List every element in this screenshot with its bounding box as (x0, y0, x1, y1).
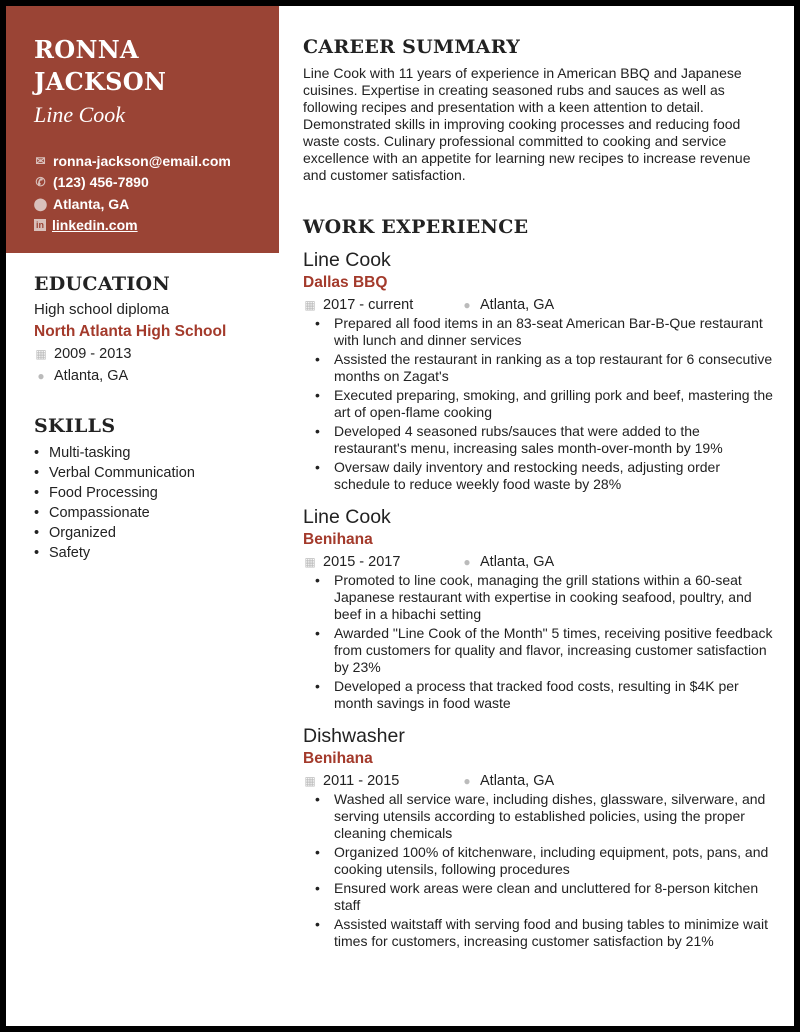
education-section (6, 273, 279, 387)
education-dates (34, 343, 279, 365)
location-text: Atlanta, GA (54, 368, 129, 384)
job-entry (303, 724, 773, 950)
contact-phone (34, 172, 279, 194)
name-first: RONNA (34, 35, 139, 64)
contact-linkedin[interactable] (34, 215, 279, 237)
calendar-icon: ▦ (304, 554, 316, 569)
company-name: Benihana (303, 531, 373, 548)
job-bullets (315, 315, 773, 493)
header-panel (6, 6, 279, 253)
summary-heading: CAREER SUMMARY (303, 36, 521, 58)
skills-heading: SKILLS (34, 415, 116, 437)
company-name: Dallas BBQ (303, 274, 388, 291)
calendar-icon: ▦ (304, 297, 316, 312)
school-name: North Atlanta High School (34, 323, 227, 340)
phone-text: (123) 456-7890 (53, 174, 149, 191)
contact-list (34, 150, 279, 236)
bullet-item: • Developed a process that tracked food costs, resulting in $4K per month savings in food waste (315, 678, 773, 712)
location-pin-icon: ● (463, 773, 471, 788)
summary-text: Line Cook with 11 years of experience in American BBQ and Japanese cuisines. Expertise in creating seasoned rubs and sauces as well as following recipes and presentation with a keen attention to detail. Demonstrated skills in improving cooking processes and reducing food waste costs. Culinary professional committed to cooking and service excellence with an appetite for learning new recipes to increase revenue and customer satisfaction. (303, 65, 751, 183)
sidebar (6, 6, 279, 563)
company-name: Benihana (303, 750, 373, 767)
job-meta (303, 294, 773, 315)
contact-location (34, 193, 279, 215)
location-pin-icon: ⬤ (33, 196, 48, 211)
job-meta (303, 551, 773, 572)
bullet-item: • Prepared all food items in an 83-seat American Bar-B-Que restaurant with lunch and dinner services (315, 315, 773, 349)
location-pin-icon: ● (463, 554, 471, 569)
job-bullets (315, 791, 773, 950)
job-position: Line Cook (303, 249, 391, 271)
experience-heading: WORK EXPERIENCE (303, 216, 529, 238)
job-dates: 2017 - current (323, 296, 414, 313)
skill-item: • Organized (34, 523, 279, 543)
envelope-icon: ✉ (35, 153, 46, 168)
bullet-item: • Awarded "Line Cook of the Month" 5 times, receiving positive feedback from customers for quality and flavor, increasing customer satisfaction by 23% (315, 625, 773, 676)
bullet-item: • Executed preparing, smoking, and grilling pork and beef, mastering the art of open-flame cooking (315, 387, 773, 421)
linkedin-icon: in (36, 220, 44, 231)
resume-page (6, 6, 794, 1026)
job-bullets (315, 572, 773, 712)
main-content (303, 36, 773, 962)
bullet-item: • Washed all service ware, including dishes, glassware, silverware, and serving utensils according to established policies, using the proper cleaning chemicals (315, 791, 773, 842)
dates-text: 2009 - 2013 (54, 346, 132, 362)
job-list (303, 248, 773, 950)
contact-email[interactable] (34, 150, 279, 172)
job-position: Dishwasher (303, 725, 405, 747)
name-last: JACKSON (34, 67, 167, 96)
job-title: Line Cook (34, 102, 126, 127)
email-text[interactable]: ronna-jackson@email.com (53, 152, 231, 169)
location-pin-icon: ● (463, 297, 471, 312)
phone-icon: ✆ (35, 175, 46, 190)
skill-item: • Safety (34, 543, 279, 563)
education-location (34, 365, 279, 387)
calendar-icon: ▦ (304, 773, 316, 788)
skills-list (34, 443, 279, 563)
job-location: Atlanta, GA (480, 296, 555, 313)
job-entry (303, 248, 773, 493)
location-text: Atlanta, GA (53, 195, 130, 212)
skills-section (6, 415, 279, 563)
bullet-item: • Assisted the restaurant in ranking as a top restaurant for 6 consecutive months on Zagat's (315, 351, 773, 385)
job-meta (303, 770, 773, 791)
bullet-item: • Assisted waitstaff with serving food and busing tables to minimize wait times for customers, increasing customer satisfaction by 21% (315, 916, 773, 950)
education-heading: EDUCATION (34, 273, 170, 295)
degree: High school diploma (34, 301, 170, 318)
job-position: Line Cook (303, 506, 391, 528)
job-location: Atlanta, GA (480, 772, 555, 789)
linkedin-link[interactable]: linkedin.com (52, 217, 138, 234)
bullet-item: • Developed 4 seasoned rubs/sauces that were added to the restaurant's menu, increasing sales month-over-month by 19% (315, 423, 773, 457)
location-pin-icon: ● (37, 369, 45, 383)
calendar-icon: ▦ (35, 347, 47, 361)
name (34, 34, 279, 98)
skill-item: • Multi-tasking (34, 443, 279, 463)
bullet-item: • Oversaw daily inventory and restocking needs, adjusting order schedule to reduce weekly food waste by 28% (315, 459, 773, 493)
skill-item: • Food Processing (34, 483, 279, 503)
bullet-item: • Promoted to line cook, managing the grill stations within a 60-seat Japanese restaurant with expertise in cooking seafood, poultry, and beef in a hibachi setting (315, 572, 773, 623)
job-entry (303, 505, 773, 712)
job-dates: 2011 - 2015 (323, 772, 400, 789)
job-dates: 2015 - 2017 (323, 553, 401, 570)
job-location: Atlanta, GA (480, 553, 555, 570)
bullet-item: • Organized 100% of kitchenware, including equipment, pots, pans, and cooking utensils, following procedures (315, 844, 773, 878)
skill-item: • Verbal Communication (34, 463, 279, 483)
skill-item: • Compassionate (34, 503, 279, 523)
bullet-item: • Ensured work areas were clean and uncluttered for 8-person kitchen staff (315, 880, 773, 914)
